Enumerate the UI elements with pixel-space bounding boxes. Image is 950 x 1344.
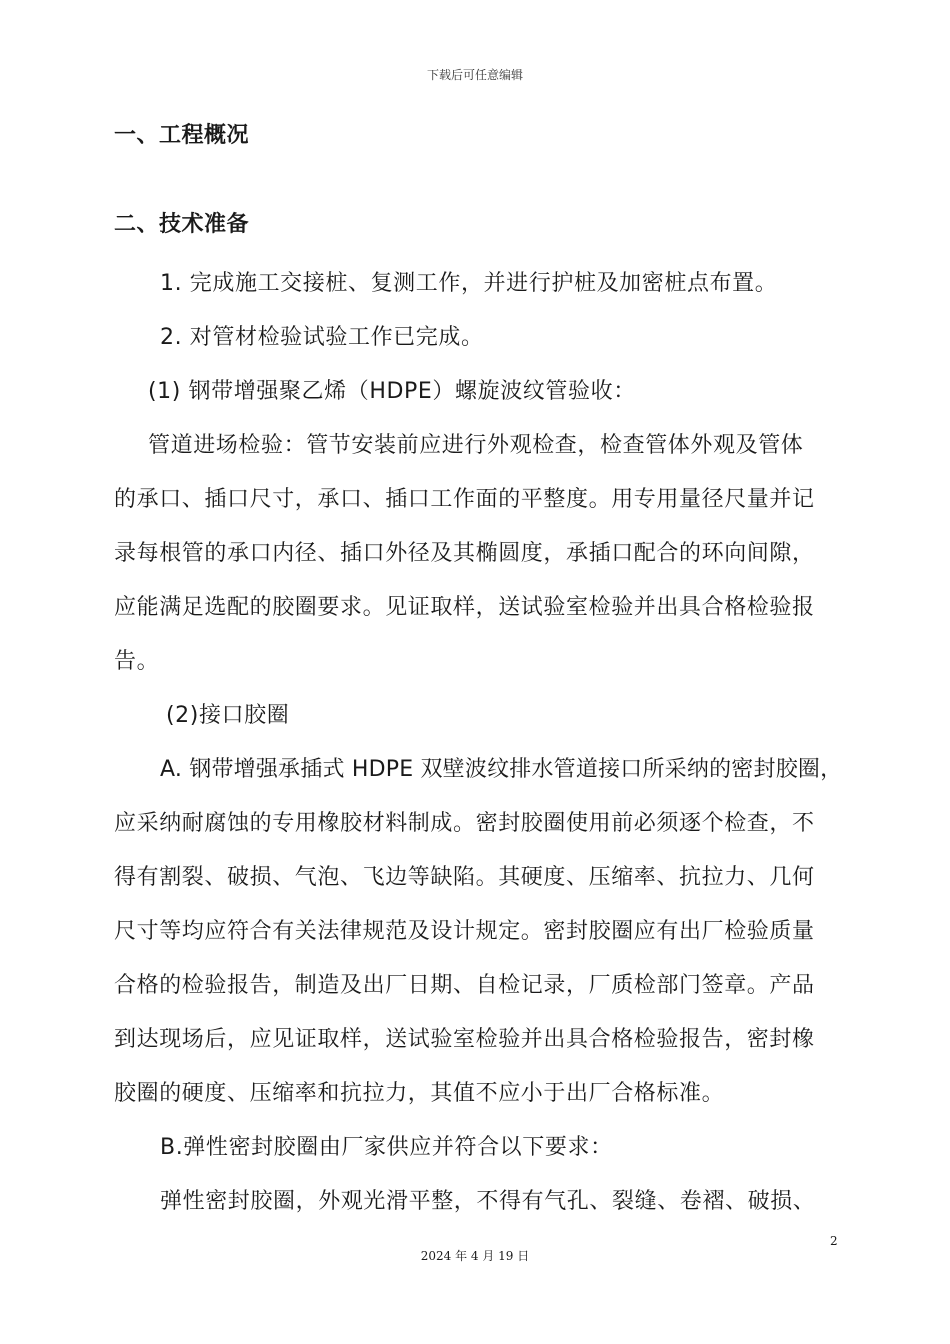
paragraph-line: (1) 钢带增强聚乙烯（HDPE）螺旋波纹管验收： [148,379,636,404]
paragraph-line: 的承口、插口尺寸，承口、插口工作面的平整度。用专用量径尺量并记 [114,487,815,512]
paragraph-line: 应采纳耐腐蚀的专用橡胶材料制成。密封胶圈使用前必须逐个检查，不 [114,811,815,836]
paragraph-line: A. 钢带增强承插式 HDPE 双壁波纹排水管道接口所采纳的密封胶圈， [160,757,843,782]
paragraph-line: 到达现场后，应见证取样，送试验室检验并出具合格检验报告，密封橡 [114,1027,815,1052]
paragraph-line: 合格的检验报告，制造及出厂日期、自检记录，厂质检部门签章。产品 [114,973,815,998]
paragraph-line: 弹性密封胶圈，外观光滑平整，不得有气孔、裂缝、卷褶、破损、 [160,1189,816,1214]
page-number: 2 [830,1234,838,1248]
section-heading-technical-prep: 二、技术准备 [114,212,250,237]
paragraph-line: (2)接口胶圈 [166,703,290,728]
paragraph-line: 尺寸等均应符合有关法律规范及设计规定。密封胶圈应有出厂检验质量 [114,919,815,944]
paragraph-line: 告。 [114,649,160,674]
paragraph-line: 管道进场检验：管节安装前应进行外观检查，检查管体外观及管体 [148,433,804,458]
paragraph-line: 应能满足选配的胶圈要求。见证取样，送试验室检验并出具合格检验报 [114,595,815,620]
paragraph-line: 得有割裂、破损、气泡、飞边等缺陷。其硬度、压缩率、抗拉力、几何 [114,865,815,890]
section-heading-overview: 一、工程概况 [114,123,250,148]
paragraph-line: 2. 对管材检验试验工作已完成。 [160,325,484,350]
paragraph-line: 1. 完成施工交接桩、复测工作，并进行护桩及加密桩点布置。 [160,271,778,296]
paragraph-line: B.弹性密封胶圈由厂家供应并符合以下要求： [160,1135,613,1160]
paragraph-line: 录每根管的承口内径、插口外径及其椭圆度，承插口配合的环向间隙， [114,541,815,566]
paragraph-line: 胶圈的硬度、压缩率和抗拉力，其值不应小于出厂合格标准。 [114,1081,725,1106]
page-header-note: 下载后可任意编辑 [426,68,523,82]
footer-date: 2024 年 4 月 19 日 [420,1249,530,1263]
